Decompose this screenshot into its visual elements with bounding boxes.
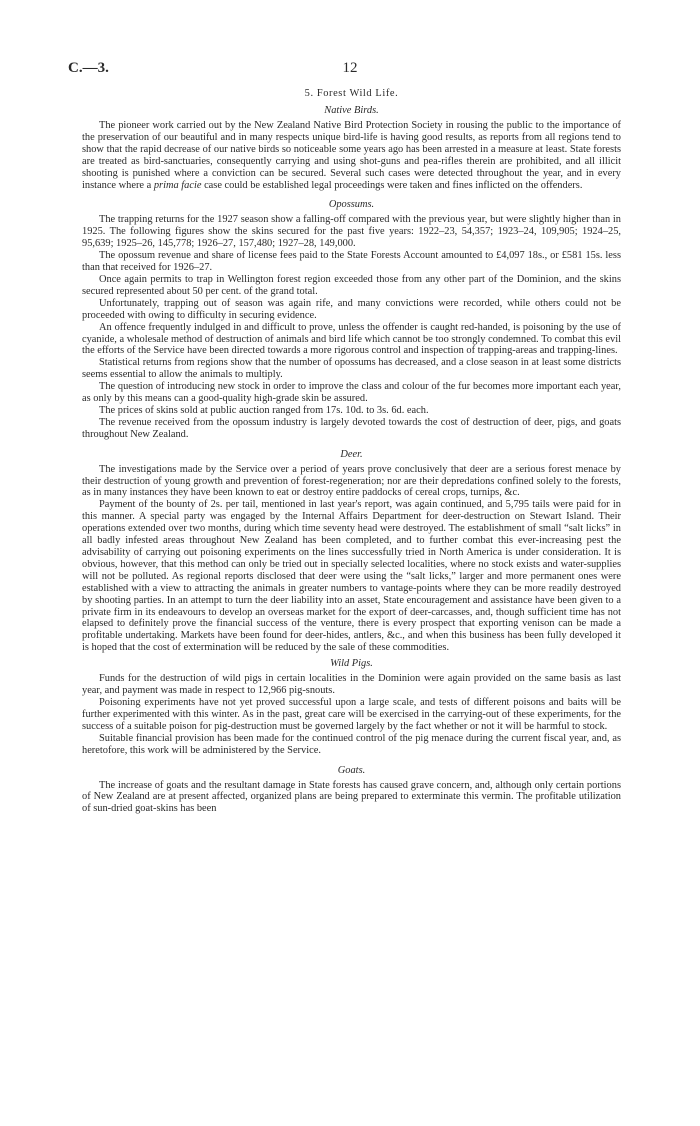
wild-pigs-paragraph-1: Funds for the destruction of wild pigs in certain localities in the Dominion were again provided on the same basis as last year, and payment was made in respect to 12,966 pig-snouts.	[82, 673, 621, 697]
native-birds-paragraph	[82, 120, 621, 191]
goats-heading: Goats.	[337, 764, 366, 776]
native-birds-text-b: case could be established legal proceedings were taken and fines inflicted on the offenders.	[201, 179, 583, 191]
opossums-paragraph-5: An offence frequently indulged in and difficult to prove, unless the offender is caught red-handed, is poisoning by the use of cyanide, a wholesale method of destruction of animals and bird life which cannot be too strongly condemned. To combat this evil the efforts of the Service have been directed towards a more rigorous control and inspection of trapping-areas and trapping-lines.	[82, 321, 621, 357]
prima-facie-term: prima facie	[153, 179, 202, 191]
deer-paragraph-2: Payment of the bounty of 2s. per tail, mentioned in last year's report, was again continued, and 5,795 tails were paid for in this manner. A special party was engaged by the Internal Affairs Department for deer-destruction on Stewart Island. Their operations extended over two months, during which time seventy head were destroyed. The establishment of small “salt licks” in all badly infested areas throughout New Zealand has been completed, and to further combat this ever-increasing pest the advisability of carrying out poisoning experiments on the lines successfully tried in North America is under consideration. It is obvious, however, that this method can only be tried out in specially selected localities, where no stock exists and water-supplies will not be polluted. As regional reports disclosed that deer were using the “salt licks,” larger and more permanent ones were established with a view to attracting the animals in greater numbers to vantage-points where they can be more readily destroyed by shooting parties. In an attempt to turn the deer liability into an asset, State encouragement and assistance have been given to a private firm in its endeavours to develop an overseas market for the export of deer-carcasses, and, though sufficient time has not elapsed to definitely prove the financial success of the venture, there is every prospect that exporting venison can be made a profitable undertaking. Markets have been found for deer-hides, antlers, &c., and when this business has been fully developed it is hoped that the cost of extermination will be reduced by the sale of these commodities.	[82, 499, 621, 654]
wild-pigs-paragraph-2: Poisoning experiments have not yet proved successful upon a large scale, and tests of different poisons and baits will be further experimented with this winter. As in the past, great care will be exercised in the carrying-out of these experiments, for the success of a suitable poison for pig-destruction must be governed largely by the fact whether or not it will be harmful to stock.	[82, 696, 621, 732]
opossums-paragraph-3: Once again permits to trap in Wellington forest region exceeded those from any other part of the Dominion, and the skins secured represented about 50 per cent. of the grand total.	[82, 273, 621, 297]
opossums-paragraph-9: The revenue received from the opossum industry is largely devoted towards the cost of destruction of deer, pigs, and goats throughout New Zealand.	[82, 416, 621, 440]
opossums-paragraph-8: The prices of skins sold at public auction ranged from 17s. 10d. to 3s. 6d. each.	[99, 404, 429, 416]
opossums-paragraph-4: Unfortunately, trapping out of season was again rife, and many convictions were recorded, while others could not be proceeded with owing to difficulty in securing evidence.	[82, 297, 621, 321]
wild-pigs-heading: Wild Pigs.	[330, 658, 373, 670]
native-birds-heading: Native Birds.	[324, 105, 379, 116]
goats-paragraph-1: The increase of goats and the resultant damage in State forests has caused grave concern, and, although only certain portions of New Zealand are at present affected, organized plans are being prepared to exterminate this vermin. The profitable utilization of sun-dried goat-skins has been	[82, 779, 621, 815]
deer-paragraph-1: The investigations made by the Service over a period of years prove conclusively that deer are a serious forest menace by their destruction of young growth and prevention of forest-regeneration; nor are their depredations confined solely to the forests, as in many instances they have been known to eat or destroy entire paddocks of cereal crops, turnips, &c.	[82, 463, 621, 499]
deer-heading: Deer.	[340, 448, 363, 460]
opossums-paragraph-6: Statistical returns from regions show that the number of opossums has decreased, and a close season in at least some districts seems essential to allow the animals to multiply.	[82, 357, 621, 381]
page-header	[68, 60, 632, 80]
main-content	[82, 88, 621, 815]
section-title: 5. Forest Wild Life.	[304, 88, 399, 99]
opossums-paragraph-1: The trapping returns for the 1927 season show a falling-off compared with the previous year, but were slightly higher than in 1925. The following figures show the skins secured for the past five years: 1922–23, 54,357; 1923–24, 109,905; 1924–25, 95,639; 1925–26, 145,778; 1926–27, 157,480; 1927–28, 149,000.	[82, 214, 621, 250]
opossums-paragraph-7: The question of introducing new stock in order to improve the class and colour of the fur becomes more important each year, as only by this means can a good-quality high-grade skin be assured.	[82, 381, 621, 405]
wild-pigs-paragraph-3: Suitable financial provision has been made for the continued control of the pig menace during the current fiscal year, and, as heretofore, this work will be administered by the Service.	[82, 732, 621, 756]
opossums-heading: Opossums.	[328, 199, 375, 211]
document-reference: C.—3.	[68, 60, 109, 76]
native-birds-text-a: The pioneer work carried out by the New Zealand Native Bird Protection Society in rousing the public to the importance of the preservation of our beautiful and in many respects unique bird-life is having good results, as reports from all regions tend to show that the rapid decrease of our native birds so noticeable some years ago has been arrested in a measure at least. State forests are treated as bird-sanctuaries, consequently carrying and using shot-guns and pea-rifles therein are prohibited, and all illicit shooting is punished where a conviction can be secured. Several such cases were detected throughout the year, and in every instance where a	[82, 120, 621, 191]
page-number: 12	[342, 60, 358, 76]
opossums-paragraph-2: The opossum revenue and share of license fees paid to the State Forests Account amounted to £4,097 18s., or £581 15s. less than that received for 1926–27.	[82, 250, 621, 274]
